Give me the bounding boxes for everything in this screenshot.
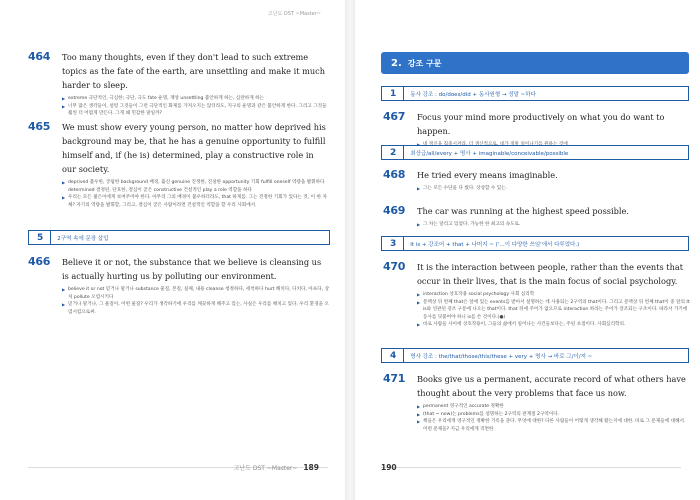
right-page: [355, 0, 700, 500]
item-number: 470: [383, 260, 406, 273]
item-number: 466: [28, 255, 51, 268]
item-sentence: We must show every young person, no matter how deprived his background may be, that he has a genuine opportunity to fulfill himself and, if (he is) determined, play a constructive role in our society.: [62, 122, 326, 174]
note-line: ▶ interaction 상호작용 social psychology 사회 심리학: [417, 291, 691, 299]
note-line: ▶ 우리는 모든 젊은이에게 보여주어야 한다. 아무리 그의 배경이 불우하더라도, that 하게를. 그는 진정한 기회가 있다는 것, 이 한 자체? 자기의 역량을 발휘할, 그리고, 결심이 굳은 사람이라면 건설적인 역할을 할 우리 사회에서.: [62, 194, 330, 209]
item-471: [383, 372, 691, 433]
item-notes: [62, 286, 330, 316]
book-spine: [345, 0, 355, 500]
page-footer: [234, 463, 319, 472]
item-notes: [417, 291, 691, 329]
item-number: 464: [28, 50, 51, 63]
note-line: ▶ (that ~ now)는 problems를 설명하는 2구역의 관계절 2구역이다.: [417, 411, 691, 419]
section-number: 5: [37, 232, 44, 243]
section-label: It is + 강조어 + that + 나머지 ~ ('…이 다양한 쓰임'에서 다루었다.): [403, 236, 579, 251]
section-label: 2구역 속에 문장 삽입: [50, 230, 108, 245]
item-466: [28, 255, 330, 316]
item-465: [28, 120, 330, 209]
note-line: ▶ deprived 불우한, 궁핍한 background 배경, 출신 genuine 진정한, 진실한 opportunity 기회 fulfill oneself 역량을 발휘하다 determined 결정된, 단호한, 결심이 굳은 constructive 건설적인 play a role 역할을 하다: [62, 179, 330, 194]
note-line: ▶ 바로 사람들 사이에 상호작용이, 그들의 삶에서 일어나는 사건들보다는, 주된 초점이다. 사회심리학의.: [417, 321, 691, 329]
note-line: ▶ 책들은 우리에게 영구적인 정확한 기록을 준다. 무엇에 대한? 다른 사람들이 어떻게 생각해 왔는지에 대한. 바로 그 문제들에 대해서. 어떤 문제들? 지금 우리에게 직면한.: [417, 418, 691, 433]
page-footer: [381, 463, 397, 472]
note-line: ▶ 믿거나 말거나, 그 물질이, 어떤 물질? 우리가 생각하기에 우리를 깨끗하게 해주고 있는, 사실은 우리를 해치고 있다. 우리 환경을 오염시킴으로써.: [62, 301, 330, 316]
chapter-title: 강조 구문: [407, 58, 442, 68]
footer-rule: [381, 467, 681, 468]
item-number: 465: [28, 120, 51, 133]
item-notes: [417, 185, 691, 193]
item-sentence: Too many thoughts, even if they don't lead to such extreme topics as the fate of the earth, are unsettling and make it much harder to sleep.: [62, 52, 326, 90]
note-line: ▶ 그는 모든 수단을 다 썼다. 상상할 수 있는.: [417, 185, 691, 193]
page-number: 190: [381, 463, 397, 472]
section-header: [381, 348, 689, 363]
section-label: 명사 강조 : the/that/those/this/these + very + 명사 → 바로 그/이/저 ~: [403, 348, 592, 363]
item-sentence: Focus your mind more productively on what you do want to happen.: [417, 112, 665, 136]
item-sentence: Believe it or not, the substance that we believe is cleansing us is actually hurting us by polluting our environment.: [62, 257, 322, 281]
left-page: [0, 0, 345, 500]
note-line: ▶ believe it or not 믿거나 말거나 substance 물질, 본질, 실체, 내용 cleanse 청정하다, 세척하다 hurt 해치다, 다치다, 아프다, 상처 pollute 오염시키다: [62, 286, 330, 301]
item-464: [28, 50, 330, 118]
section-header: [28, 230, 330, 245]
item-number: 471: [383, 372, 406, 385]
section-number: 4: [390, 350, 397, 361]
item-469: [383, 204, 691, 229]
item-467: [383, 110, 691, 149]
item-468: [383, 168, 691, 193]
item-470: [383, 260, 691, 329]
running-header: 고난도 DST ~Master~: [267, 11, 321, 17]
section-label: 동사 강조 : do/does/did + 동사원형 → 정말 ~하다: [403, 86, 536, 101]
item-sentence: Books give us a permanent, accurate record of what others have thought about the very problems that face us now.: [417, 374, 686, 398]
item-sentence: It is the interaction between people, rather than the events that occur in their lives, that is the main focus of social psychology.: [417, 262, 684, 286]
item-number: 469: [383, 204, 406, 217]
chapter-number: 2.: [391, 57, 402, 69]
item-sentence: He tried every means imaginable.: [417, 170, 558, 180]
item-notes: [62, 95, 330, 118]
footer-label: 고난도 DST ~Master~: [233, 465, 298, 472]
note-line: ▶ 너무 많은 생각들이, 설령 그것들이 그런 극단적인 화제를 가져오지는 않더라도, 지구의 운명과 같은 불안하게 한다. 그리고 그것들 훨씬 더 어렵게 만든다. 그게 왜 민감한 말일까?: [62, 103, 330, 118]
section-header: [381, 86, 689, 101]
note-line: ▶ permanent 영구적인 accurate 정확한: [417, 403, 691, 411]
item-number: 467: [383, 110, 406, 123]
section-number: 2: [390, 147, 397, 158]
section-label: 최상급/all/every + 명사 + imaginable/conceivable/possible: [403, 145, 568, 160]
chapter-banner: [381, 52, 689, 74]
section-number: 3: [390, 238, 397, 249]
item-number: 468: [383, 168, 406, 181]
section-header: [381, 236, 689, 251]
item-sentence: The car was running at the highest speed possible.: [417, 206, 629, 216]
note-line: ▶ extreme 극단적인, 극심한; 극단, 극도 fate 운명, 재앙 unsettling 불안하게 하는, 심란하게 하는: [62, 95, 330, 103]
item-notes: [417, 403, 691, 433]
note-line: ▶ 그 차는 달리고 있었다. 가능한 한 최고의 속도로.: [417, 221, 691, 229]
section-header: [381, 145, 689, 160]
section-number: 1: [390, 88, 397, 99]
item-notes: [417, 221, 691, 229]
page-number: 189: [303, 463, 319, 472]
item-notes: [62, 179, 330, 209]
note-line: ▶ 문맥상 뒤 번째 that은 앞에 있는 events를 받아서 설명하는 데 사용되는 2구역의 that이다. 그리고 문맥상 뒤 번째 that이 중 앞의 It is와 연관된 강조 구문에 나오는 that이다. that 뒤에 주어가 없으므로 interaction 하라는 주어가 강조되는 구조이다. 따라서 가기에 동사를 덧붙여야 하니 is를 쓴 것이다.(●): [417, 299, 691, 322]
